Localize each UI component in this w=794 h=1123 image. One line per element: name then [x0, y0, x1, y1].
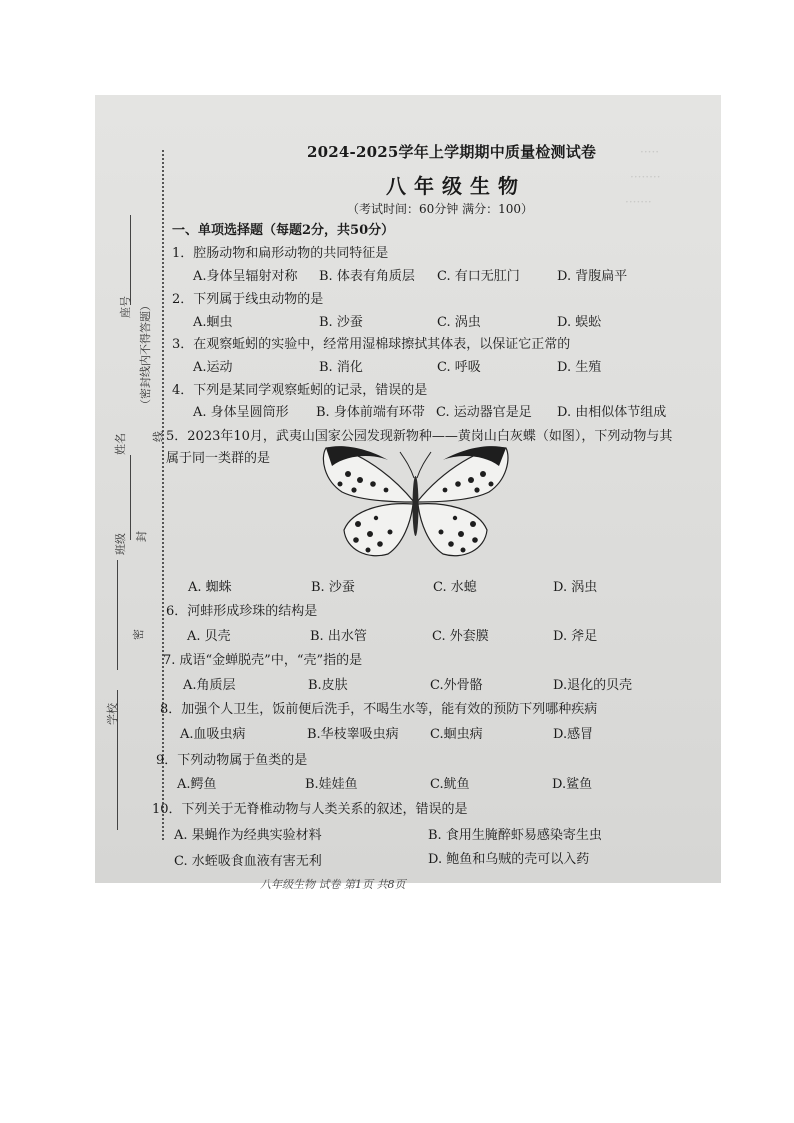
question-7-stem: 7. 成语“金蝉脱壳”中，“壳”指的是 [163, 653, 363, 668]
q7-option-b: B.皮肤 [308, 678, 348, 693]
question-5-stem-cont: 属于同一类群的是 [166, 451, 271, 466]
question-4-stem: 4．下列是某同学观察蚯蚓的记录，错误的是 [172, 383, 428, 398]
q4-option-c: C. 运动器官是足 [436, 405, 532, 420]
q4-option-b: B. 身体前端有环带 [316, 405, 425, 420]
butterfly-figure [318, 440, 513, 562]
q3-option-c: C. 呼吸 [437, 360, 481, 375]
q5-option-c: C. 水螅 [433, 580, 477, 595]
q2-option-c: C. 涡虫 [437, 315, 481, 330]
q8-option-c: C.蛔虫病 [430, 727, 483, 742]
q6-option-d: D. 斧足 [553, 629, 598, 644]
q3-option-a: A.运动 [193, 360, 233, 375]
q8-option-b: B.华枝睾吸虫病 [307, 727, 399, 742]
name-underline [130, 455, 131, 540]
question-5-stem: 5．2023年10月，武夷山国家公园发现新物种——黄岗山白灰蝶（如图），下列动物与其 [166, 429, 673, 444]
q9-option-d: D.鲨鱼 [552, 777, 593, 792]
q9-option-a: A.鳄鱼 [177, 777, 217, 792]
q2-option-d: D. 蜈蚣 [557, 315, 602, 330]
exam-subject: 八年级生物 [386, 174, 526, 198]
q7-option-a: A.角质层 [183, 678, 236, 693]
q1-option-c: C. 有口无肛门 [437, 269, 520, 284]
question-8-stem: 8．加强个人卫生，饭前便后洗手，不喝生水等，能有效的预防下列哪种疾病 [160, 702, 598, 717]
name-label: 姓名 [114, 433, 127, 455]
q1-option-b: B. 体表有角质层 [319, 269, 415, 284]
q10-option-d: D. 鲍鱼和乌贼的壳可以入药 [428, 852, 590, 867]
section-heading: 一、单项选择题（每题2分，共50分） [172, 223, 395, 238]
q4-option-a: A. 身体呈圆筒形 [193, 405, 289, 420]
q1-option-a: A.身体呈辐射对称 [193, 269, 298, 284]
q8-option-a: A.血吸虫病 [180, 727, 246, 742]
q7-option-d: D.退化的贝壳 [553, 678, 633, 693]
show-through-text: ········ [630, 170, 661, 184]
q5-option-b: B. 沙蚕 [311, 580, 355, 595]
exam-meta: （考试时间：60分钟 满分：100） [347, 202, 533, 216]
q10-option-c: C. 水蛭吸食血液有害无利 [174, 854, 322, 869]
q8-option-d: D.感冒 [553, 727, 594, 742]
q3-option-b: B. 消化 [319, 360, 363, 375]
class-label: 班级 [114, 533, 127, 555]
q5-option-a: A. 蜘蛛 [188, 580, 232, 595]
q9-option-b: B.娃娃鱼 [305, 777, 358, 792]
q9-option-c: C.鱿鱼 [430, 777, 470, 792]
question-10-stem: 10．下列关于无脊椎动物与人类关系的叙述，错误的是 [152, 802, 468, 817]
question-9-stem: 9．下列动物属于鱼类的是 [156, 753, 308, 768]
seal-mark-line: 线 [152, 431, 165, 442]
page-footer: 八年级生物 试卷 第1页 共8页 [260, 878, 406, 891]
question-2-stem: 2．下列属于线虫动物的是 [172, 292, 324, 307]
show-through-text: ······· [625, 195, 652, 209]
school-label: 学校 [106, 703, 119, 725]
seal-dotted-line [162, 150, 164, 840]
q2-option-b: B. 沙蚕 [319, 315, 363, 330]
q10-option-a: A. 果蝇作为经典实验材料 [174, 828, 322, 843]
exam-title: 2024-2025学年上学期期中质量检测试卷 [307, 143, 597, 161]
seal-notice: （密封线内不得答题） [139, 300, 152, 410]
q6-option-b: B. 出水管 [310, 629, 367, 644]
q6-option-a: A. 贝壳 [187, 629, 231, 644]
q6-option-c: C. 外套膜 [432, 629, 489, 644]
q1-option-d: D. 背腹扁平 [557, 269, 628, 284]
q7-option-c: C.外骨骼 [430, 678, 483, 693]
question-6-stem: 6．河蚌形成珍珠的结构是 [166, 604, 318, 619]
question-3-stem: 3．在观察蚯蚓的实验中，经常用湿棉球擦拭其体表，以保证它正常的 [172, 337, 571, 352]
seal-mark-secret: 密 [132, 629, 145, 640]
show-through-text: ····· [640, 145, 660, 159]
q3-option-d: D. 生殖 [557, 360, 602, 375]
class-underline [117, 560, 118, 670]
seat-underline [130, 215, 131, 305]
q4-option-d: D. 由相似体节组成 [557, 405, 667, 420]
q5-option-d: D. 涡虫 [553, 580, 598, 595]
q2-option-a: A.蛔虫 [193, 315, 233, 330]
seal-mark-seal: 封 [135, 531, 148, 542]
question-1-stem: 1．腔肠动物和扁形动物的共同特征是 [172, 246, 389, 261]
q10-option-b: B. 食用生腌醉虾易感染寄生虫 [428, 828, 602, 843]
seat-label: 座号 [119, 296, 132, 318]
